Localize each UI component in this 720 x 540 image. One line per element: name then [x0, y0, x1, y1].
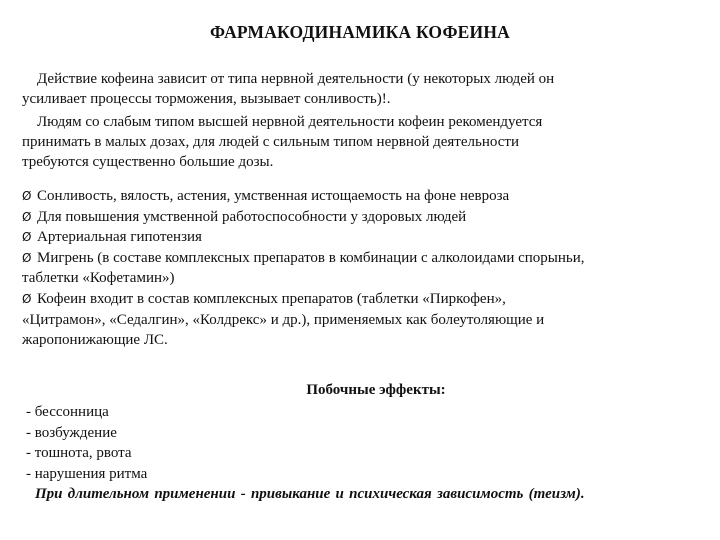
- side-effects-list: [26, 402, 147, 484]
- paragraph-line: Действие кофеина зависит от типа нервной деятельности (у некоторых людей он: [37, 71, 555, 87]
- paragraph-line: требуются существенно большие дозы.: [22, 154, 274, 170]
- side-effects-heading: Побочные эффекты:: [306, 382, 446, 398]
- side-effect-item: - тошнота, рвота: [26, 445, 132, 461]
- indications-list: [22, 186, 712, 351]
- arrow-bullet-icon: Ø: [22, 291, 32, 306]
- side-effect-item: - нарушения ритма: [26, 465, 148, 482]
- paragraph-dosage: [22, 112, 702, 172]
- list-item-text: Для повышения умственной работоспособности у здоровых людей: [37, 208, 467, 225]
- arrow-bullet-icon: Ø: [22, 250, 32, 265]
- list-item: [22, 248, 712, 269]
- paragraph-caffeine-action: [22, 69, 702, 109]
- list-item-continuation: «Цитрамон», «Седалгин», «Колдрекс» и др.), применяемых как болеутоляющие и: [22, 311, 545, 328]
- list-item-continuation: жаропонижающие ЛС.: [22, 332, 168, 349]
- list-item: [22, 289, 712, 310]
- list-item-text: Сонливость, вялость, астения, умственная истощаемость на фоне невроза: [37, 188, 510, 204]
- long-term-use-note: При длительном применении - привыкание и психическая зависимость (теизм).: [35, 486, 585, 502]
- list-item-text: Артериальная гипотензия: [37, 229, 202, 246]
- list-item: [22, 186, 712, 207]
- paragraph-line: усиливает процессы торможения, вызывает сонливость)!.: [22, 91, 391, 107]
- side-effect-item: - бессонница: [26, 404, 109, 420]
- list-item: [22, 207, 712, 228]
- list-item-continuation: таблетки «Кофетамин»): [22, 270, 175, 287]
- paragraph-line: Людям со слабым типом высшей нервной деятельности кофеин рекомендуется: [37, 114, 543, 130]
- page-title: ФАРМАКОДИНАМИКА КОФЕИНА: [209, 22, 511, 42]
- paragraph-line: принимать в малых дозах, для людей с сильным типом нервной деятельности: [22, 134, 519, 150]
- arrow-bullet-icon: Ø: [22, 230, 32, 245]
- list-item-text: Кофеин входит в состав комплексных препаратов (таблетки «Пиркофен»,: [37, 290, 506, 307]
- arrow-bullet-icon: Ø: [22, 209, 32, 224]
- side-effect-item: - возбуждение: [26, 424, 117, 441]
- arrow-bullet-icon: Ø: [22, 189, 32, 203]
- list-item-text: Мигрень (в составе комплексных препаратов в комбинации с алколоидами спорыньи,: [37, 249, 585, 266]
- list-item: [22, 227, 712, 248]
